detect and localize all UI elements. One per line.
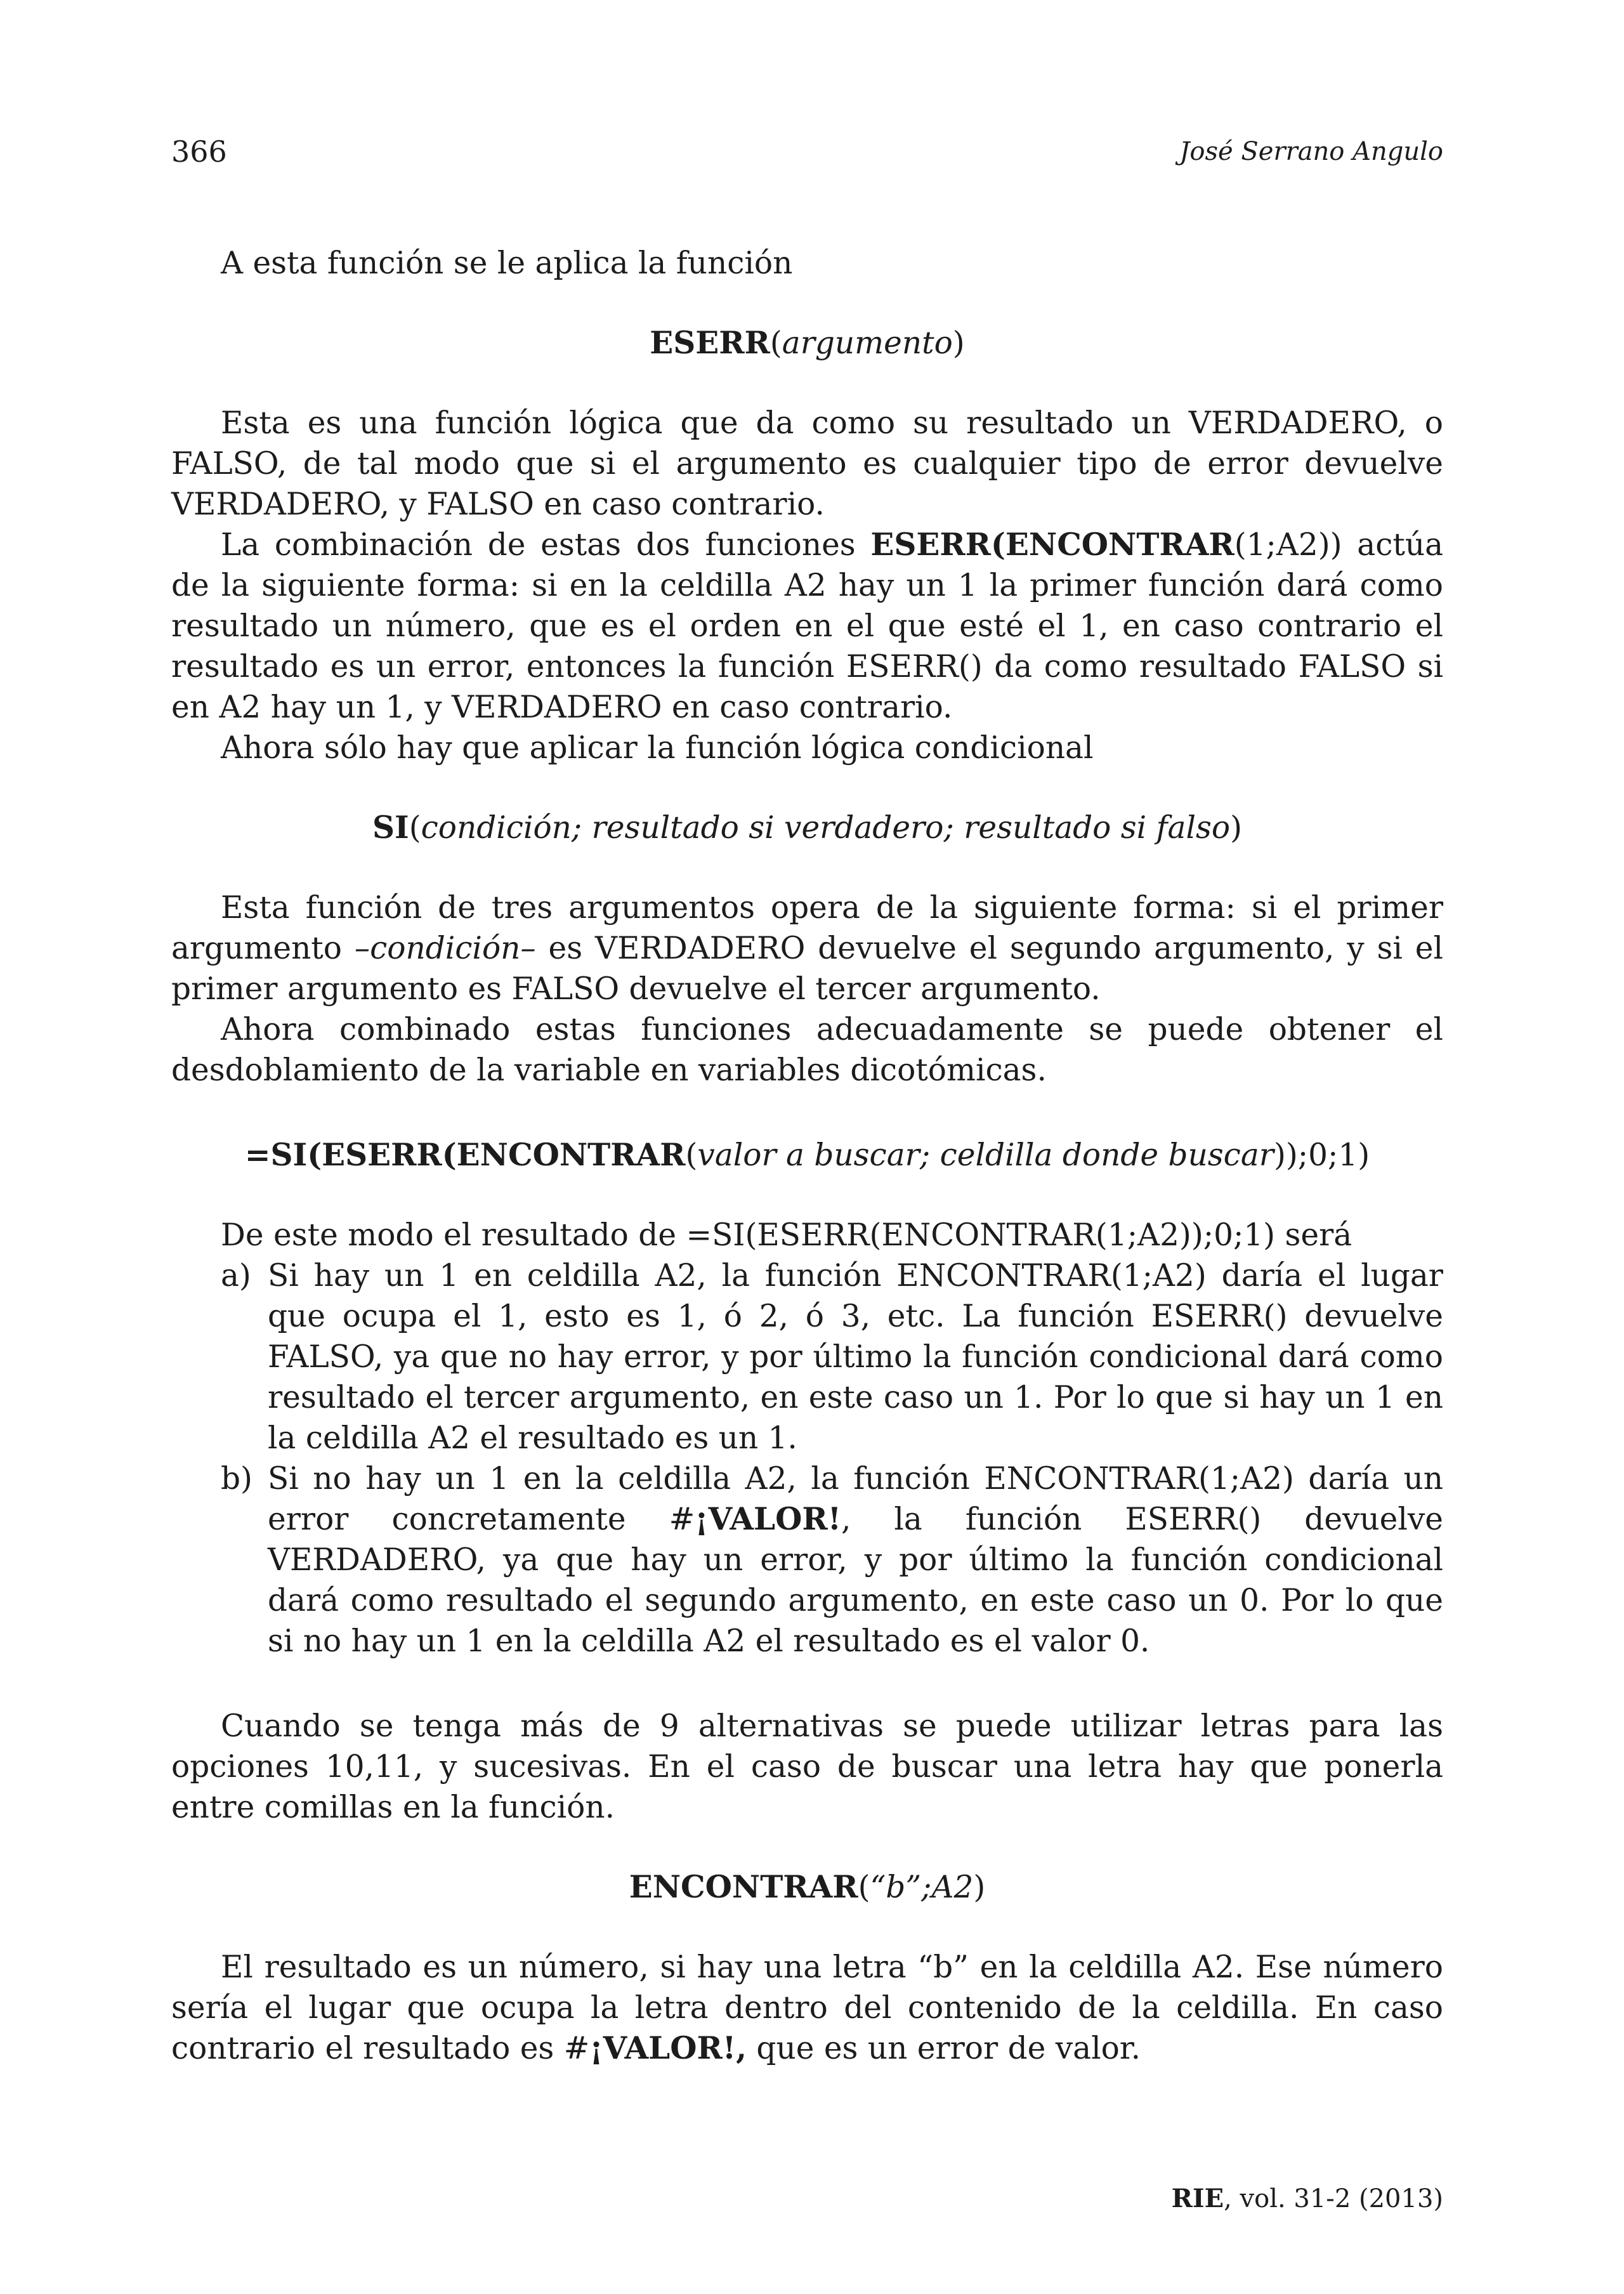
paragraph-conditional-intro: Ahora sólo hay que aplicar la función lógica condicional: [221, 730, 1094, 766]
page-number: 366: [171, 134, 227, 169]
formula-function-name: ESERR: [650, 325, 770, 361]
paragraph-combination: La combinación de estas dos funciones ESERR(ENCONTRAR(1;A2)) actúa de la siguiente forma: si en la celdilla A2 hay un 1 la primer función dará como resultado un número, que es el orden en el que esté el 1, en caso contrario el resultado es un error, entonces la función ESERR() da como resultado FALSO si en A2 hay un 1, y VERDADERO en caso contrario.: [171, 527, 1443, 725]
paragraph-result-intro: De este modo el resultado de =SI(ESERR(ENCONTRAR(1;A2));0;1) será: [221, 1217, 1352, 1253]
page-footer: [1172, 2184, 1443, 2213]
list-item: a) Si hay un 1 en celdilla A2, la función ENCONTRAR(1;A2) daría el lugar que ocupa el 1, esto es 1, ó 2, ó 3, etc. La función ESERR() devuelve FALSO, ya que no hay error, y por último la función condicional dará como resultado el tercer argumento, en este caso un 1. Por lo que si hay un 1 en la celdilla A2 el resultado es un 1.: [171, 1255, 1443, 1458]
formula-argument: argumento: [782, 325, 953, 361]
paragraph-intro: A esta función se le aplica la función: [221, 246, 793, 281]
page-header: [171, 134, 1443, 173]
running-head: José Serrano Angulo: [1179, 137, 1443, 166]
formula-eserr: ESERR(argumento): [650, 325, 965, 361]
formula-encontrar: ENCONTRAR(“b”;A2): [629, 1869, 986, 1905]
paragraph-si-description: Esta función de tres argumentos opera de la siguiente forma: si el primer argumento –condición– es VERDADERO devuelve el segundo argumento, y si el primer argumento es FALSO devuelve el tercer argumento.: [171, 890, 1444, 1007]
paragraph-letters: Cuando se tenga más de 9 alternativas se puede utilizar letras para las opciones 10,11, y sucesivas. En el caso de buscar una letra hay que ponerla entre comillas en la función.: [171, 1708, 1443, 1825]
list-marker: b): [221, 1461, 252, 1497]
body-text: [171, 243, 1443, 2069]
paragraph-eserr-description: Esta es una función lógica que da como su resultado un VERDADERO, o FALSO, de tal modo que si el argumento es cualquier tipo de error devuelve VERDADERO, y FALSO en caso contrario.: [171, 405, 1443, 522]
paragraph-combined-functions: Ahora combinado estas funciones adecuadamente se puede obtener el desdoblamiento de la variable en variables dicotómicas.: [171, 1012, 1443, 1088]
list-item: b) Si no hay un 1 en la celdilla A2, la función ENCONTRAR(1;A2) daría un error concretamente #¡VALOR!, la función ESERR() devuelve VERDADERO, ya que hay un error, y por último la función condicional dará como resultado el segundo argumento, en este caso un 0. Por lo que si no hay un 1 en la celdilla A2 el resultado es el valor 0.: [171, 1458, 1443, 1662]
formula-combined: =SI(ESERR(ENCONTRAR(valor a buscar; celdilla donde buscar));0;1): [244, 1137, 1370, 1173]
formula-si: SI(condición; resultado si verdadero; resultado si falso): [372, 809, 1242, 846]
list-marker: a): [221, 1258, 251, 1294]
result-list: [171, 1255, 1443, 1662]
journal-name: RIE: [1171, 2184, 1224, 2213]
paragraph-result: El resultado es un número, si hay una letra “b” en la celdilla A2. Ese número sería el lugar que ocupa la letra dentro del contenido de la celdilla. En caso contrario el resultado es #¡VALOR!, que es un error de valor.: [171, 1950, 1443, 2066]
journal-volume: , vol. 31-2 (2013): [1224, 2184, 1443, 2213]
